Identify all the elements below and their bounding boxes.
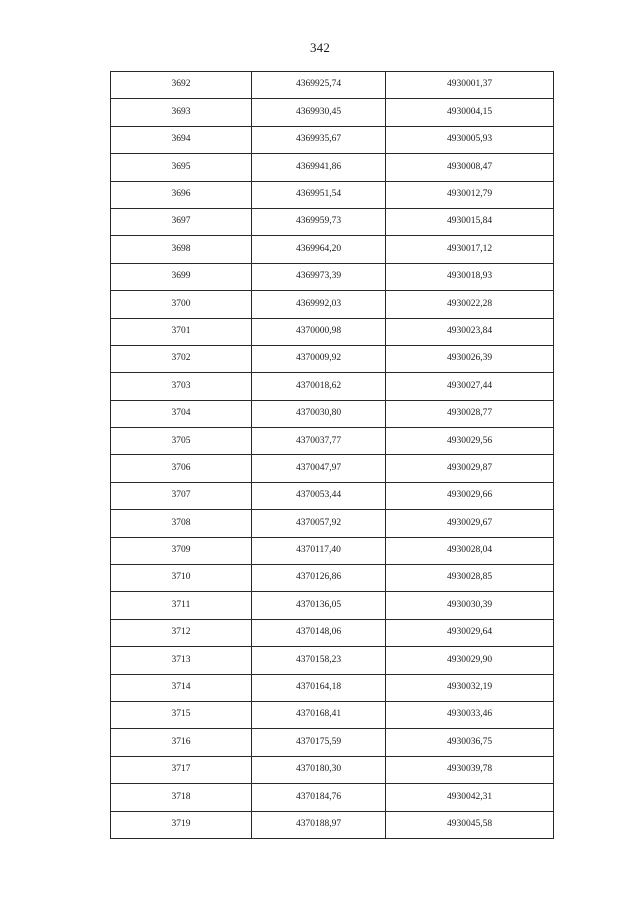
- point-number-cell: 3711: [111, 592, 252, 619]
- y-coordinate-cell: 4930029,56: [386, 428, 554, 455]
- point-number-cell: 3697: [111, 208, 252, 235]
- point-number-cell: 3707: [111, 482, 252, 509]
- x-coordinate-cell: 4369959,73: [252, 208, 386, 235]
- table-row: [111, 99, 554, 126]
- y-coordinate-cell: 4930029,67: [386, 510, 554, 537]
- x-coordinate-cell: 4370168,41: [252, 701, 386, 728]
- point-number-cell: 3692: [111, 72, 252, 99]
- y-coordinate-cell: 4930039,78: [386, 756, 554, 783]
- y-coordinate-cell: 4930012,79: [386, 181, 554, 208]
- y-coordinate-cell: 4930001,37: [386, 72, 554, 99]
- y-coordinate-cell: 4930042,31: [386, 784, 554, 811]
- table-row: [111, 72, 554, 99]
- table-row: [111, 647, 554, 674]
- point-number-cell: 3719: [111, 811, 252, 838]
- point-number-cell: 3703: [111, 373, 252, 400]
- point-number-cell: 3701: [111, 318, 252, 345]
- table-row: [111, 592, 554, 619]
- x-coordinate-cell: 4370180,30: [252, 756, 386, 783]
- table-row: [111, 126, 554, 153]
- y-coordinate-cell: 4930032,19: [386, 674, 554, 701]
- y-coordinate-cell: 4930029,64: [386, 619, 554, 646]
- x-coordinate-cell: 4370148,06: [252, 619, 386, 646]
- x-coordinate-cell: 4370158,23: [252, 647, 386, 674]
- table-row: [111, 428, 554, 455]
- y-coordinate-cell: 4930029,66: [386, 482, 554, 509]
- x-coordinate-cell: 4370136,05: [252, 592, 386, 619]
- x-coordinate-cell: 4369964,20: [252, 236, 386, 263]
- x-coordinate-cell: 4370126,86: [252, 565, 386, 592]
- point-number-cell: 3696: [111, 181, 252, 208]
- x-coordinate-cell: 4370053,44: [252, 482, 386, 509]
- table-row: [111, 291, 554, 318]
- point-number-cell: 3716: [111, 729, 252, 756]
- y-coordinate-cell: 4930045,58: [386, 811, 554, 838]
- table-row: [111, 263, 554, 290]
- x-coordinate-cell: 4370057,92: [252, 510, 386, 537]
- x-coordinate-cell: 4369935,67: [252, 126, 386, 153]
- table-row: [111, 619, 554, 646]
- y-coordinate-cell: 4930027,44: [386, 373, 554, 400]
- point-number-cell: 3713: [111, 647, 252, 674]
- x-coordinate-cell: 4369951,54: [252, 181, 386, 208]
- table-row: [111, 154, 554, 181]
- point-number-cell: 3702: [111, 345, 252, 372]
- y-coordinate-cell: 4930028,85: [386, 565, 554, 592]
- table-row: [111, 236, 554, 263]
- x-coordinate-cell: 4370184,76: [252, 784, 386, 811]
- y-coordinate-cell: 4930017,12: [386, 236, 554, 263]
- point-number-cell: 3706: [111, 455, 252, 482]
- point-number-cell: 3699: [111, 263, 252, 290]
- point-number-cell: 3705: [111, 428, 252, 455]
- x-coordinate-cell: 4370037,77: [252, 428, 386, 455]
- table-row: [111, 811, 554, 838]
- x-coordinate-cell: 4370164,18: [252, 674, 386, 701]
- y-coordinate-cell: 4930023,84: [386, 318, 554, 345]
- table-row: [111, 756, 554, 783]
- point-number-cell: 3704: [111, 400, 252, 427]
- y-coordinate-cell: 4930015,84: [386, 208, 554, 235]
- point-number-cell: 3700: [111, 291, 252, 318]
- point-number-cell: 3710: [111, 565, 252, 592]
- y-coordinate-cell: 4930033,46: [386, 701, 554, 728]
- table-row: [111, 345, 554, 372]
- x-coordinate-cell: 4370188,97: [252, 811, 386, 838]
- point-number-cell: 3709: [111, 537, 252, 564]
- table-row: [111, 181, 554, 208]
- table-row: [111, 565, 554, 592]
- x-coordinate-cell: 4370000,98: [252, 318, 386, 345]
- coordinates-table: [110, 71, 554, 839]
- table-row: [111, 400, 554, 427]
- point-number-cell: 3712: [111, 619, 252, 646]
- point-number-cell: 3714: [111, 674, 252, 701]
- point-number-cell: 3718: [111, 784, 252, 811]
- point-number-cell: 3698: [111, 236, 252, 263]
- x-coordinate-cell: 4370009,92: [252, 345, 386, 372]
- x-coordinate-cell: 4369941,86: [252, 154, 386, 181]
- table-row: [111, 674, 554, 701]
- table-row: [111, 510, 554, 537]
- page-number: 342: [309, 40, 331, 55]
- table-row: [111, 701, 554, 728]
- y-coordinate-cell: 4930028,77: [386, 400, 554, 427]
- table-row: [111, 729, 554, 756]
- y-coordinate-cell: 4930028,04: [386, 537, 554, 564]
- coordinates-table-body: [111, 72, 554, 839]
- x-coordinate-cell: 4370030,80: [252, 400, 386, 427]
- y-coordinate-cell: 4930026,39: [386, 345, 554, 372]
- point-number-cell: 3708: [111, 510, 252, 537]
- table-row: [111, 318, 554, 345]
- x-coordinate-cell: 4370047,97: [252, 455, 386, 482]
- y-coordinate-cell: 4930029,87: [386, 455, 554, 482]
- point-number-cell: 3694: [111, 126, 252, 153]
- y-coordinate-cell: 4930029,90: [386, 647, 554, 674]
- x-coordinate-cell: 4369925,74: [252, 72, 386, 99]
- point-number-cell: 3693: [111, 99, 252, 126]
- x-coordinate-cell: 4369930,45: [252, 99, 386, 126]
- x-coordinate-cell: 4370117,40: [252, 537, 386, 564]
- table-row: [111, 455, 554, 482]
- table-row: [111, 537, 554, 564]
- y-coordinate-cell: 4930008,47: [386, 154, 554, 181]
- point-number-cell: 3695: [111, 154, 252, 181]
- table-row: [111, 373, 554, 400]
- table-row: [111, 482, 554, 509]
- table-row: [111, 208, 554, 235]
- y-coordinate-cell: 4930036,75: [386, 729, 554, 756]
- y-coordinate-cell: 4930018,93: [386, 263, 554, 290]
- table-row: [111, 784, 554, 811]
- x-coordinate-cell: 4369973,39: [252, 263, 386, 290]
- point-number-cell: 3715: [111, 701, 252, 728]
- x-coordinate-cell: 4370018,62: [252, 373, 386, 400]
- point-number-cell: 3717: [111, 756, 252, 783]
- x-coordinate-cell: 4369992,03: [252, 291, 386, 318]
- y-coordinate-cell: 4930005,93: [386, 126, 554, 153]
- y-coordinate-cell: 4930030,39: [386, 592, 554, 619]
- x-coordinate-cell: 4370175,59: [252, 729, 386, 756]
- y-coordinate-cell: 4930022,28: [386, 291, 554, 318]
- y-coordinate-cell: 4930004,15: [386, 99, 554, 126]
